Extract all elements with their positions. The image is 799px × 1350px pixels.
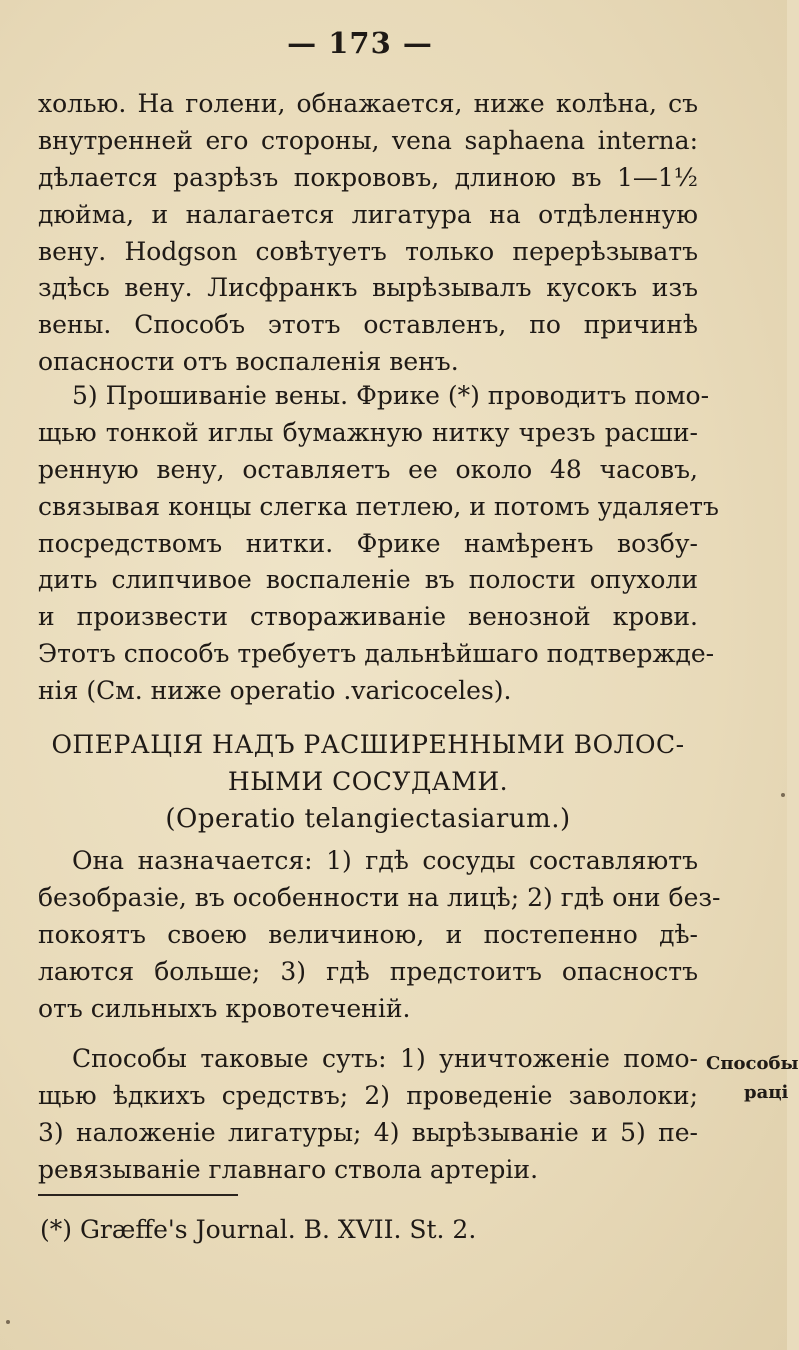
section-heading-latin: (Operatio telangiectasiarum.) [165, 804, 571, 834]
text-line: дѣлается разрѣзъ покрововъ, длиною въ 1—1½ [38, 162, 698, 192]
text-line: щью тонкой иглы бумажную нитку чрезъ расши- [38, 417, 698, 447]
paragraph-vein-exposure [38, 86, 698, 381]
paragraph-vein-suturing [38, 378, 719, 710]
text-line: связывая концы слегка петлею, и потомъ удаляетъ [38, 491, 719, 521]
text-line: вены. Способъ этотъ оставленъ, по причинѣ [38, 310, 698, 340]
text-line: дить слипчивое воспаленіе въ полости опухоли [38, 565, 698, 595]
paper-speck [781, 793, 785, 797]
paper-speck [6, 1320, 10, 1324]
footnote: (*) Græffe's Journal. B. XVII. St. 2. [40, 1215, 477, 1244]
text-line: отъ сильныхъ кровотеченій. [38, 993, 411, 1023]
text-line: вену. Hodgson совѣтуетъ только перерѣзыватъ [38, 236, 698, 266]
text-line: внутренней его стороны, vena saphaena interna: [38, 125, 698, 155]
text-line: холью. На голени, обнажается, ниже колѣна, съ [38, 89, 698, 118]
text-line: безобразіе, въ особенности на лицѣ; 2) гдѣ они без- [38, 882, 721, 912]
footnote-rule [38, 1194, 238, 1196]
text-line: и произвести створаживаніе венозной крови. [38, 602, 698, 632]
text-line: здѣсь вену. Лисфранкъ вырѣзывалъ кусокъ изъ [38, 273, 698, 303]
margin-note: Способы [706, 1053, 799, 1074]
text-line: опасности отъ воспаленія венъ. [38, 347, 459, 377]
text-line: 5) Прошиваніе вены. Фрике (*) проводитъ помо- [72, 381, 710, 410]
section-heading-line2: НЫМИ СОСУДАМИ. [227, 767, 509, 796]
text-line: ревязываніе главнаго ствола артеріи. [38, 1154, 539, 1184]
paragraph-indications [38, 843, 721, 1027]
text-line: Способы таковые суть: 1) уничтоженіе помо- [72, 1044, 698, 1073]
margin-note: раці [744, 1082, 789, 1103]
paragraph-methods [38, 1041, 698, 1189]
text-line: покоятъ своею величиною, и постепенно дѣ- [38, 919, 698, 949]
text-line: 3) наложеніе лигатуры; 4) вырѣзываніе и 5) пе- [38, 1117, 698, 1147]
text-line: щью ѣдкихъ средствъ; 2) проведеніе заволоки; [38, 1080, 698, 1110]
section-heading-line1: ОПЕРАЦІЯ НАДЪ РАСШИРЕННЫМИ ВОЛОС- [51, 730, 685, 759]
page-number: — 173 — [287, 26, 433, 60]
text-line: посредствомъ нитки. Фрике намѣренъ возбу- [38, 528, 698, 558]
text-line: лаются больше; 3) гдѣ предстоитъ опасностъ [38, 956, 698, 986]
text-line: дюйма, и налагается лигатура на отдѣленную [38, 199, 698, 229]
text-line: Этотъ способъ требуетъ дальнѣйшаго подтвержде- [38, 639, 715, 669]
text-line: Она назначается: 1) гдѣ сосуды составляютъ [72, 846, 698, 875]
text-line: ренную вену, оставляетъ ее около 48 часовъ, [38, 454, 698, 484]
text-line: нія (См. ниже operatio .varicoceles). [38, 676, 512, 706]
